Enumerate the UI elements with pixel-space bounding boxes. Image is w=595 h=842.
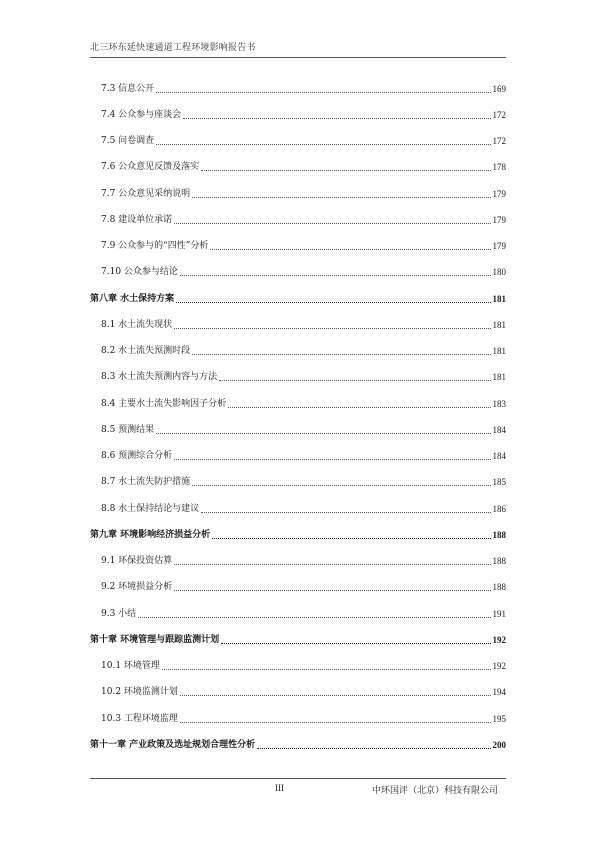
toc-leader-dots [180,722,491,723]
toc-section-entry[interactable] [90,680,506,706]
toc-entry-label: 9.2 环境损益分析 [101,582,173,593]
document-title: 北三环东延快速通道工程环境影响报告书 [90,43,256,53]
toc-entry-page: 200 [492,739,506,750]
toc-entry-page: 188 [492,556,506,567]
toc-entry-label: 第九章 环境影响经济损益分析 [90,529,211,540]
toc-entry-page: 186 [492,503,506,514]
page-footer [90,778,506,799]
toc-section-entry[interactable] [90,155,506,181]
toc-entry-page: 181 [492,372,506,383]
toc-leader-dots [192,354,490,355]
toc-leader-dots [174,223,490,224]
toc-entry-label: 7.5 问卷调查 [101,136,155,147]
toc-leader-dots [162,669,491,670]
toc-entry-page: 179 [492,214,506,225]
toc-entry-label: 7.6 公众意见反馈及落实 [101,162,200,173]
toc-entry-page: 181 [492,346,506,357]
toc-section-entry[interactable] [90,470,506,496]
toc-entry-page: 169 [492,83,506,94]
toc-leader-dots [156,433,490,434]
toc-leader-dots [174,459,490,460]
toc-entry-label: 10.3 工程环境监理 [101,713,178,724]
toc-chapter-entry[interactable] [90,732,506,758]
toc-leader-dots [174,564,490,565]
toc-entry-label: 第十一章 产业政策及选址规划合理性分析 [90,739,256,750]
toc-entry-page: 180 [492,267,506,278]
toc-leader-dots [257,748,490,749]
toc-entry-label: 7.7 公众意见采纳说明 [101,188,191,199]
toc-section-entry[interactable] [90,391,506,417]
toc-section-entry[interactable] [90,181,506,207]
page-header [90,40,506,58]
toc-leader-dots [201,512,490,513]
toc-entry-page: 179 [492,188,506,199]
toc-entry-page: 188 [492,582,506,593]
toc-entry-label: 8.8 水土保持结论与建议 [101,503,200,514]
toc-section-entry[interactable] [90,76,506,102]
toc-leader-dots [138,617,490,618]
company-name: 中环国评（北京）科技有限公司 [371,786,498,796]
toc-entry-page: 181 [492,319,506,330]
toc-entry-page: 172 [492,136,506,147]
toc-entry-page: 184 [492,424,506,435]
toc-entry-label: 8.3 水土流失预测内容与方法 [101,372,218,383]
toc-section-entry[interactable] [90,129,506,155]
toc-entry-page: 172 [492,109,506,120]
toc-leader-dots [180,695,491,696]
toc-entry-label: 7.4 公众参与座谈会 [101,109,182,120]
toc-entry-label: 7.8 建设单位承诺 [101,214,173,225]
toc-section-entry[interactable] [90,312,506,338]
toc-leader-dots [192,485,490,486]
toc-entry-label: 第十章 环境管理与跟踪监测计划 [90,634,220,645]
toc-entry-label: 8.5 预测结果 [101,424,155,435]
toc-section-entry[interactable] [90,417,506,443]
toc-entry-label: 8.2 水土流失预测时段 [101,346,191,357]
toc-section-entry[interactable] [90,654,506,680]
toc-entry-page: 191 [492,608,506,619]
toc-leader-dots [192,197,490,198]
toc-section-entry[interactable] [90,234,506,260]
toc-section-entry[interactable] [90,260,506,286]
toc-entry-label: 10.1 环境管理 [101,661,160,672]
toc-leader-dots [228,407,490,408]
toc-entry-label: 8.7 水土流失防护措施 [101,477,191,488]
toc-section-entry[interactable] [90,496,506,522]
toc-leader-dots [212,538,490,539]
toc-entry-label: 8.4 主要水土流失影响因子分析 [101,398,227,409]
toc-entry-page: 179 [492,241,506,252]
toc-leader-dots [156,92,490,93]
toc-chapter-entry[interactable] [90,522,506,548]
toc-section-entry[interactable] [90,339,506,365]
toc-entry-page: 184 [492,451,506,462]
toc-entry-label: 10.2 环境监测计划 [101,687,178,698]
toc-entry-page: 178 [492,162,506,173]
toc-leader-dots [180,275,491,276]
toc-leader-dots [221,643,490,644]
toc-entry-page: 181 [492,293,506,304]
toc-entry-page: 195 [492,713,506,724]
toc-leader-dots [219,380,490,381]
toc-entry-page: 188 [492,529,506,540]
table-of-contents [90,76,506,759]
toc-entry-page: 194 [492,687,506,698]
toc-section-entry[interactable] [90,444,506,470]
toc-section-entry[interactable] [90,601,506,627]
toc-section-entry[interactable] [90,706,506,732]
toc-chapter-entry[interactable] [90,286,506,312]
toc-section-entry[interactable] [90,549,506,575]
toc-entry-label: 9.3 小结 [101,608,137,619]
toc-entry-label: 7.9 公众参与的“四性”分析 [101,241,209,252]
toc-entry-label: 第八章 水土保持方案 [90,293,175,304]
toc-section-entry[interactable] [90,207,506,233]
toc-leader-dots [176,302,490,303]
toc-section-entry[interactable] [90,102,506,128]
toc-entry-label: 9.1 环保投资估算 [101,556,173,567]
toc-entry-page: 192 [492,661,506,672]
toc-entry-page: 192 [492,634,506,645]
toc-section-entry[interactable] [90,365,506,391]
toc-leader-dots [201,170,490,171]
toc-entry-page: 183 [492,398,506,409]
toc-leader-dots [183,118,490,119]
toc-leader-dots [156,144,490,145]
toc-section-entry[interactable] [90,575,506,601]
toc-leader-dots [174,328,490,329]
toc-leader-dots [174,590,490,591]
toc-entry-label: 8.6 预测综合分析 [101,451,173,462]
toc-entry-label: 7.10 公众参与结论 [101,267,178,278]
toc-leader-dots [210,249,490,250]
toc-entry-label: 8.1 水土流失现状 [101,319,173,330]
toc-entry-page: 185 [492,477,506,488]
toc-entry-label: 7.3 信息公开 [101,83,155,94]
page-number: III [275,783,284,793]
toc-chapter-entry[interactable] [90,627,506,653]
